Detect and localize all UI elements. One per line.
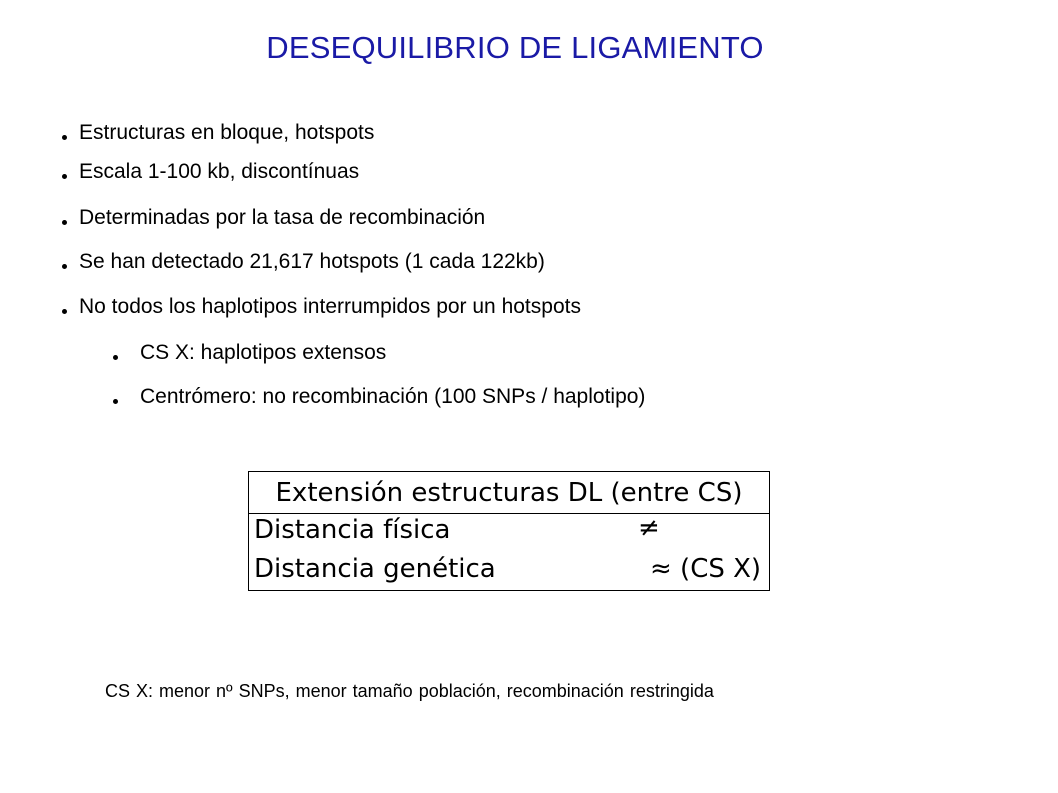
physical-distance-label: Distancia física: [254, 515, 451, 545]
sub-bullet-text: CS X: haplotipos extensos: [140, 341, 387, 364]
bullet-dot-icon: [62, 135, 67, 140]
bullet-dot-icon: [113, 355, 118, 360]
slide-title: DESEQUILIBRIO DE LIGAMIENTO: [266, 30, 764, 65]
bullet-text: No todos los haplotipos interrumpidos por un hotspots: [79, 295, 581, 318]
box-header: Extensión estructuras DL (entre CS): [275, 478, 743, 508]
bullet-dot-icon: [62, 309, 67, 314]
bullet-dot-icon: [62, 174, 67, 179]
bullet-dot-icon: [62, 264, 67, 269]
genetic-distance-label: Distancia genética: [254, 554, 496, 584]
bullet-dot-icon: [113, 399, 118, 404]
box-header-row: [249, 472, 769, 514]
footer-note: CS X: menor nº SNPs, menor tamaño población, recombinación restringida: [105, 681, 714, 701]
bullet-text: Se han detectado 21,617 hotspots (1 cada 122kb): [79, 250, 545, 273]
bullet-text: Estructuras en bloque, hotspots: [79, 121, 375, 144]
sub-bullet-text: Centrómero: no recombinación (100 SNPs / haplotipo): [140, 385, 646, 408]
bullet-dot-icon: [62, 220, 67, 225]
bullet-text: Escala 1-100 kb, discontínuas: [79, 160, 360, 183]
bullet-text: Determinadas por la tasa de recombinación: [79, 206, 486, 229]
not-equal-symbol: ≠: [638, 513, 660, 543]
ld-extension-box: [248, 471, 770, 591]
approx-symbol: ≈ (CS X): [650, 554, 762, 584]
